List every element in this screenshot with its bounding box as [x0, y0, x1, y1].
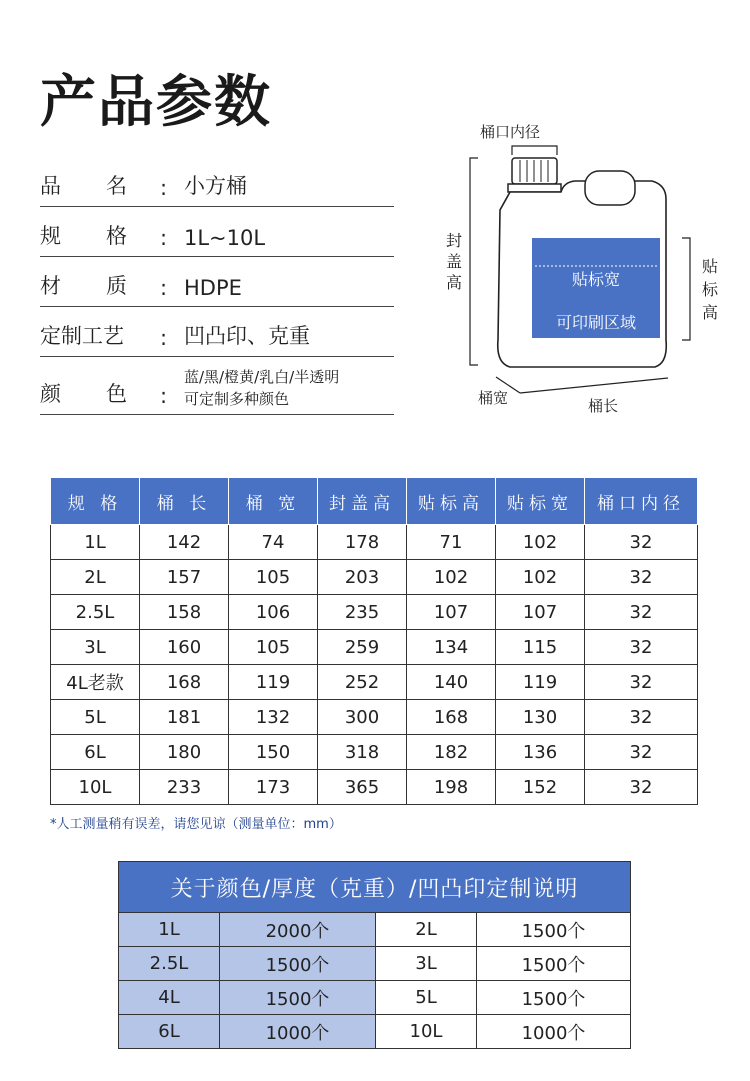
- table-cell: 32: [585, 700, 698, 735]
- table-cell: 2L: [376, 913, 477, 947]
- spec-label: 定制工艺: [40, 324, 124, 348]
- table-cell: 3L: [51, 630, 140, 665]
- table-cell: 252: [318, 665, 407, 700]
- table-cell: 160: [140, 630, 229, 665]
- table-cell: 181: [140, 700, 229, 735]
- svg-text:标: 标: [701, 280, 719, 299]
- table-cell: 119: [229, 665, 318, 700]
- table-header-row: [51, 478, 698, 525]
- table-cell: 2L: [51, 560, 140, 595]
- customization-table: [118, 861, 631, 1049]
- table-cell: 365: [318, 770, 407, 805]
- table-cell: 71: [407, 525, 496, 560]
- table-row: [51, 665, 698, 700]
- table-cell: 198: [407, 770, 496, 805]
- spec-row-process: 定制工艺 : 凹凸印、克重: [40, 318, 394, 357]
- barrel-width-label: 桶宽: [477, 389, 509, 407]
- table-cell: 4L: [119, 981, 220, 1015]
- size-table: [50, 477, 698, 805]
- spec-value: 1L~10L: [184, 226, 266, 250]
- table-cell: 1000个: [477, 1015, 631, 1049]
- table-cell: 32: [585, 770, 698, 805]
- table-cell: 300: [318, 700, 407, 735]
- spec-value: 凹凸印、克重: [184, 324, 310, 348]
- table-cell: 130: [496, 700, 585, 735]
- table-cell: 1500个: [220, 947, 376, 981]
- barrel-diagram: [430, 115, 750, 425]
- table-cell: 2.5L: [119, 947, 220, 981]
- spec-value: 小方桶: [184, 174, 247, 198]
- table-cell: 134: [407, 630, 496, 665]
- table-cell: 150: [229, 735, 318, 770]
- spec-row-size: 规 格 : 1L~10L: [40, 218, 394, 257]
- table-row: [119, 981, 631, 1015]
- table-row: [51, 560, 698, 595]
- table-cell: 74: [229, 525, 318, 560]
- table-cell: 2000个: [220, 913, 376, 947]
- table-cell: 259: [318, 630, 407, 665]
- table-row: [51, 700, 698, 735]
- table-cell: 1000个: [220, 1015, 376, 1049]
- table-cell: 106: [229, 595, 318, 630]
- table-cell: 1500个: [477, 981, 631, 1015]
- table-cell: 142: [140, 525, 229, 560]
- table-cell: 102: [496, 525, 585, 560]
- spec-row-material: 材 质 : HDPE: [40, 268, 394, 307]
- table-cell: 32: [585, 735, 698, 770]
- table-cell: 105: [229, 560, 318, 595]
- column-header: 桶口内径: [585, 478, 698, 525]
- table-cell: 4L老款: [51, 665, 140, 700]
- table-cell: 1500个: [220, 981, 376, 1015]
- table-row: [119, 913, 631, 947]
- page-title: 产品参数: [40, 70, 272, 135]
- svg-text:高: 高: [445, 273, 463, 292]
- table-cell: 152: [496, 770, 585, 805]
- table-cell: 10L: [376, 1015, 477, 1049]
- table-row: [51, 630, 698, 665]
- table-cell: 180: [140, 735, 229, 770]
- table-cell: 1L: [119, 913, 220, 947]
- measurement-note: *人工测量稍有误差，请您见谅（测量单位：mm）: [50, 817, 342, 832]
- table-cell: 107: [407, 595, 496, 630]
- table-cell: 136: [496, 735, 585, 770]
- column-header: 桶 长: [140, 478, 229, 525]
- svg-text:封: 封: [445, 231, 463, 250]
- table-cell: 168: [140, 665, 229, 700]
- table-cell: 235: [318, 595, 407, 630]
- table-cell: 115: [496, 630, 585, 665]
- table-cell: 1500个: [477, 913, 631, 947]
- table-cell: 203: [318, 560, 407, 595]
- label-width-text: 贴标宽: [571, 270, 621, 289]
- svg-text:贴: 贴: [701, 257, 719, 276]
- table-cell: 5L: [51, 700, 140, 735]
- spec-value: HDPE: [184, 276, 242, 300]
- table-cell: 182: [407, 735, 496, 770]
- table-cell: 6L: [119, 1015, 220, 1049]
- spec-label: 材 质: [40, 274, 127, 298]
- table-row: [51, 595, 698, 630]
- barrel-length-label: 桶长: [587, 397, 619, 415]
- spec-row-color: 颜 色 : 蓝/黑/橙黄/乳白/半透明 可定制多种颜色: [40, 360, 394, 415]
- column-header: 桶 宽: [229, 478, 318, 525]
- mouth-bracket: [512, 146, 557, 155]
- customization-table-title: 关于颜色/厚度（克重）/凹凸印定制说明: [119, 862, 631, 913]
- barrel-length-line: [520, 378, 668, 393]
- table-cell: 32: [585, 525, 698, 560]
- table-cell: 10L: [51, 770, 140, 805]
- cap-height-bracket: [470, 158, 478, 365]
- table-row: [119, 947, 631, 981]
- table-row: [51, 770, 698, 805]
- table-cell: 1L: [51, 525, 140, 560]
- table-cell: 32: [585, 630, 698, 665]
- column-header: 封盖高: [318, 478, 407, 525]
- table-cell: 132: [229, 700, 318, 735]
- table-cell: 158: [140, 595, 229, 630]
- column-header: 规 格: [51, 478, 140, 525]
- column-header: 贴标宽: [496, 478, 585, 525]
- table-cell: 3L: [376, 947, 477, 981]
- label-height-bracket: [682, 238, 690, 340]
- table-cell: 157: [140, 560, 229, 595]
- spec-row-name: 品 名 : 小方桶: [40, 168, 394, 207]
- table-row: [51, 525, 698, 560]
- spec-label: 品 名: [40, 174, 127, 198]
- table-cell: 2.5L: [51, 595, 140, 630]
- table-cell: 140: [407, 665, 496, 700]
- table-cell: 119: [496, 665, 585, 700]
- spec-label: 颜 色: [40, 382, 127, 406]
- table-cell: 1500个: [477, 947, 631, 981]
- table-cell: 102: [496, 560, 585, 595]
- table-cell: 102: [407, 560, 496, 595]
- table-row: [51, 735, 698, 770]
- mouth-diameter-label: 桶口内径: [479, 123, 541, 141]
- svg-text:盖: 盖: [445, 252, 463, 271]
- table-cell: 168: [407, 700, 496, 735]
- table-cell: 5L: [376, 981, 477, 1015]
- table-cell: 6L: [51, 735, 140, 770]
- print-area-text: 可印刷区域: [555, 313, 637, 332]
- table-cell: 318: [318, 735, 407, 770]
- table-cell: 233: [140, 770, 229, 805]
- table-cell: 105: [229, 630, 318, 665]
- table-cell: 32: [585, 595, 698, 630]
- table-cell: 32: [585, 560, 698, 595]
- column-header: 贴标高: [407, 478, 496, 525]
- handle-icon: [585, 171, 635, 205]
- svg-text:高: 高: [701, 303, 719, 322]
- table-cell: 107: [496, 595, 585, 630]
- table-cell: 32: [585, 665, 698, 700]
- spec-value: 蓝/黑/橙黄/乳白/半透明 可定制多种颜色: [184, 368, 340, 408]
- table-cell: 178: [318, 525, 407, 560]
- spec-label: 规 格: [40, 224, 127, 248]
- table-cell: 173: [229, 770, 318, 805]
- table-row: [119, 1015, 631, 1049]
